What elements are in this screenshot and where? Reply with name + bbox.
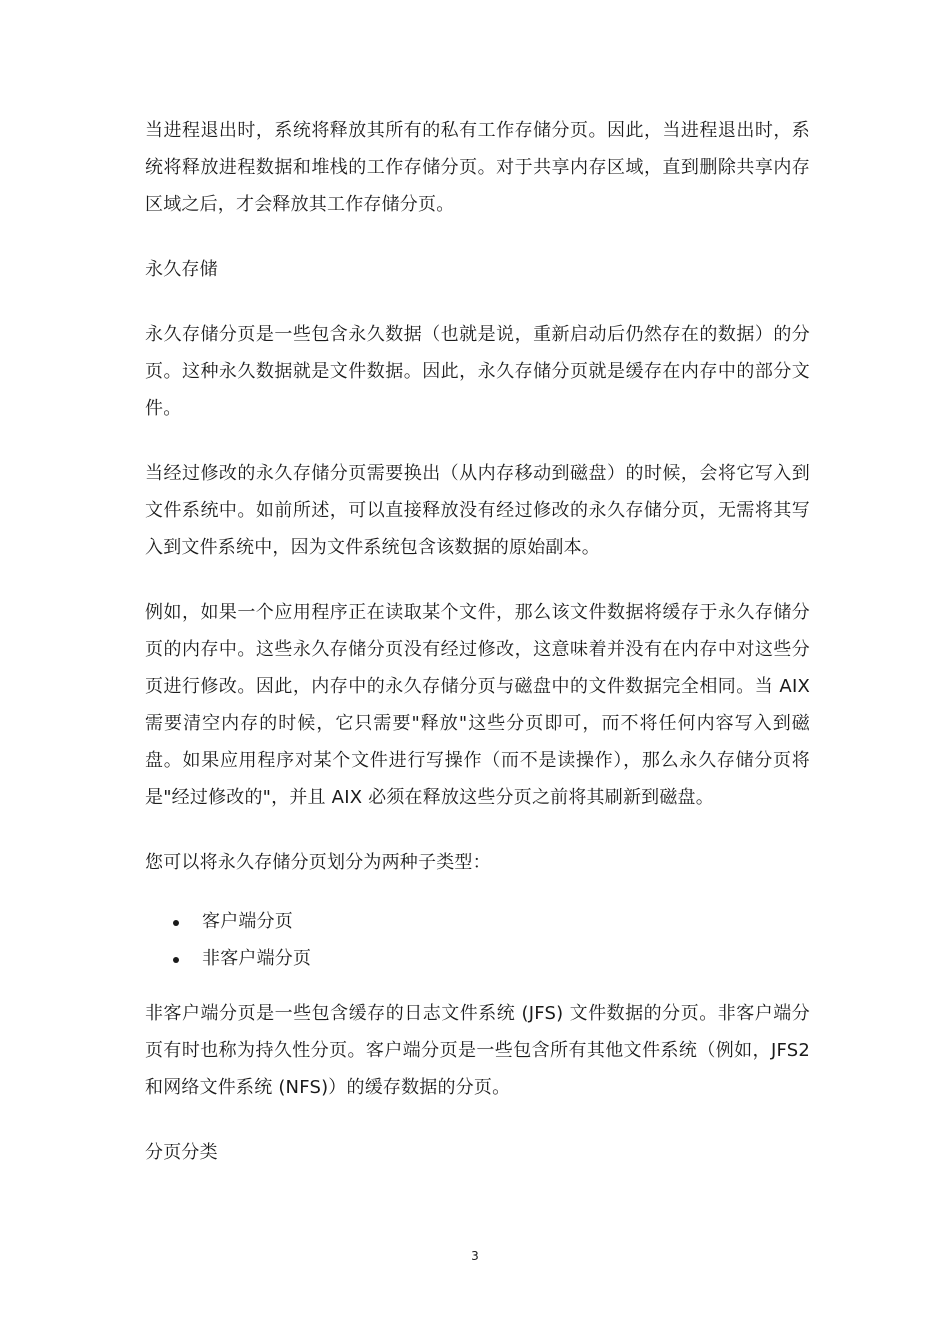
paragraph-persistent-storage-definition: 永久存储分页是一些包含永久数据（也就是说，重新启动后仍然存在的数据）的分页。这种永久数据就是文件数据。因此，永久存储分页就是缓存在内存中的部分文件。 xyxy=(145,324,810,419)
section-heading-persistent-storage: 永久存储 xyxy=(145,259,218,280)
section-heading-page-classification: 分页分类 xyxy=(145,1142,218,1163)
paragraph-persistent-page-out: 当经过修改的永久存储分页需要换出（从内存移动到磁盘）的时候，会将它写入到文件系统中。如前所述，可以直接释放没有经过修改的永久存储分页，无需将其写入到文件系统中，因为文件系统包含该数据的原始副本。 xyxy=(145,463,810,558)
paragraph-read-example: 例如，如果一个应用程序正在读取某个文件，那么该文件数据将缓存于永久存储分页的内存中。这些永久存储分页没有经过修改，这意味着并没有在内存中对这些分页进行修改。因此，内存中的永久存储分页与磁盘中的文件数据完全相同。当 AIX 需要清空内存的时候，它只需要"释放"这些分页即可，而不将任何内容写入到磁盘。如果应用程序对某个文件进行写操作（而不是读操作），那么永久存储分页将是"经过修改的"，并且 AIX 必须在释放这些分页之前将其刷新到磁盘。 xyxy=(145,602,810,808)
paragraph-client-nonclient-pages: 非客户端分页是一些包含缓存的日志文件系统 (JFS) 文件数据的分页。非客户端分页有时也称为持久性分页。客户端分页是一些包含所有其他文件系统（例如，JFS2 和网络文件系统 (NFS)）的缓存数据的分页。 xyxy=(145,1003,810,1098)
list-item xyxy=(145,903,810,940)
bullet-dot-icon xyxy=(173,920,179,926)
subtype-list xyxy=(145,903,810,977)
paragraph-subtypes-intro: 您可以将永久存储分页划分为两种子类型： xyxy=(145,852,491,873)
paragraph-private-working-storage: 当进程退出时，系统将释放其所有的私有工作存储分页。因此，当进程退出时，系统将释放进程数据和堆栈的工作存储分页。对于共享内存区域，直到删除共享内存区域之后，才会释放其工作存储分页。 xyxy=(145,120,810,215)
bullet-dot-icon xyxy=(173,957,179,963)
document-body xyxy=(145,112,810,1199)
list-item-label: 非客户端分页 xyxy=(202,948,312,969)
list-item-label: 客户端分页 xyxy=(202,911,293,932)
page-number: 3 xyxy=(471,1249,479,1263)
list-item xyxy=(145,940,810,977)
